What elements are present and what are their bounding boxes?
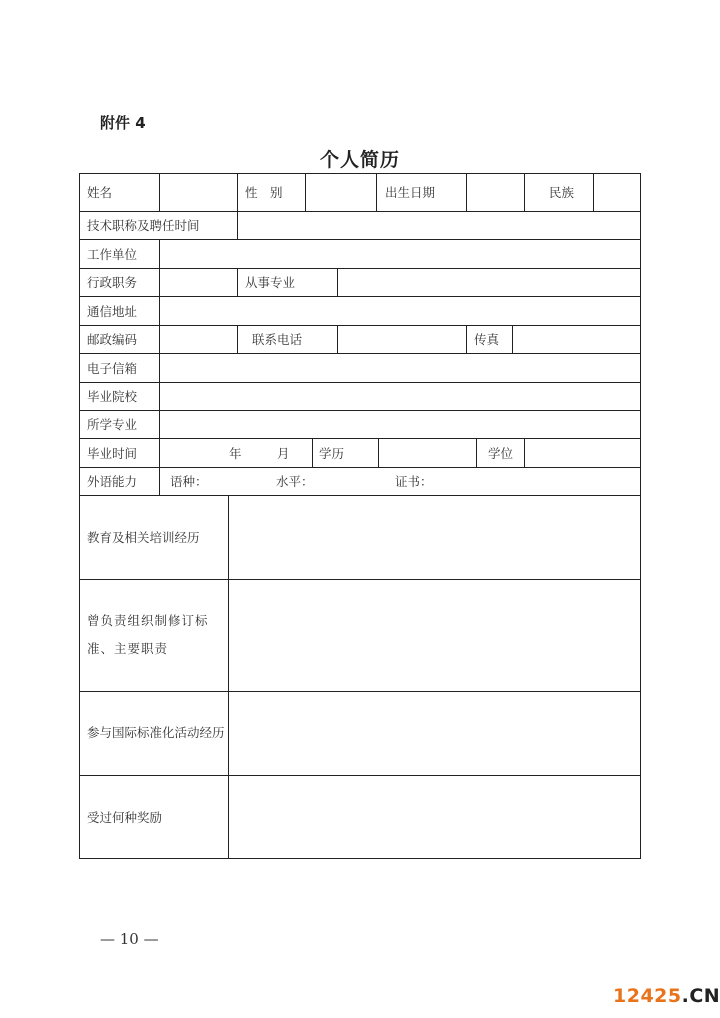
language-cert-label: 证书： xyxy=(395,474,433,489)
page-title: 个人简历 xyxy=(319,149,400,171)
resume-form-table xyxy=(79,173,641,859)
language-type-label: 语种： xyxy=(170,474,208,489)
title-time-field[interactable] xyxy=(238,211,640,239)
specialty-field[interactable] xyxy=(338,268,640,296)
address-label: 通信地址 xyxy=(87,303,138,319)
page-number: — 10 — xyxy=(100,930,159,948)
attachment-label: 附件 4 xyxy=(100,114,146,132)
col-divider xyxy=(237,268,238,296)
col-divider xyxy=(159,467,160,495)
standards-field[interactable] xyxy=(229,579,640,691)
email-label: 电子信箱 xyxy=(87,360,138,376)
postcode-label: 邮政编码 xyxy=(87,332,138,347)
grad-time-label: 毕业时间 xyxy=(87,445,138,461)
degree-field[interactable] xyxy=(525,438,640,467)
row-divider xyxy=(79,467,641,468)
ethnicity-label: 民族 xyxy=(549,185,575,200)
birth-date-label: 出生日期 xyxy=(385,185,436,200)
gender-label: 性 别 xyxy=(245,185,283,200)
table-border xyxy=(79,858,641,859)
education-field[interactable] xyxy=(379,438,476,467)
gender-field[interactable] xyxy=(306,173,376,211)
name-label: 姓名 xyxy=(87,185,113,200)
specialty-label: 从事专业 xyxy=(245,275,296,290)
col-divider xyxy=(376,173,377,211)
ethnicity-field[interactable] xyxy=(594,173,640,211)
col-divider xyxy=(237,173,238,211)
table-border xyxy=(79,173,80,859)
school-label: 毕业院校 xyxy=(87,389,138,404)
col-divider xyxy=(476,438,477,467)
education-training-field[interactable] xyxy=(229,495,640,579)
month-label: 月 xyxy=(277,445,290,461)
name-field[interactable] xyxy=(160,173,237,211)
phone-label: 联系电话 xyxy=(252,332,303,347)
language-level-label: 水平： xyxy=(276,474,314,489)
table-border xyxy=(640,173,641,859)
school-field[interactable] xyxy=(160,382,640,410)
major-label: 所学专业 xyxy=(87,417,138,432)
education-training-label: 教育及相关培训经历 xyxy=(87,530,200,545)
admin-post-field[interactable] xyxy=(160,268,237,296)
international-label: 参与国际标准化活动经历 xyxy=(87,725,225,740)
col-divider xyxy=(524,173,525,211)
watermark-suffix: .CN xyxy=(681,985,720,1007)
language-label: 外语能力 xyxy=(87,474,138,489)
col-divider xyxy=(466,325,467,353)
email-field[interactable] xyxy=(160,353,640,382)
fax-field[interactable] xyxy=(513,325,640,353)
address-field[interactable] xyxy=(160,296,640,325)
education-label: 学历 xyxy=(319,445,345,461)
admin-post-label: 行政职务 xyxy=(87,275,138,290)
col-divider xyxy=(312,438,313,467)
degree-label: 学位 xyxy=(488,445,514,461)
international-field[interactable] xyxy=(229,691,640,775)
standards-label: 曾负责组织制修订标准、主要职责 xyxy=(87,613,209,656)
fax-label: 传真 xyxy=(474,332,500,347)
birth-date-field[interactable] xyxy=(467,173,524,211)
awards-field[interactable] xyxy=(229,775,640,858)
employer-label: 工作单位 xyxy=(87,246,138,262)
site-watermark xyxy=(613,985,720,1007)
major-field[interactable] xyxy=(160,410,640,438)
col-divider xyxy=(237,325,238,353)
postcode-field[interactable] xyxy=(160,325,237,353)
employer-field[interactable] xyxy=(160,239,640,268)
watermark-digits: 12425 xyxy=(613,985,682,1007)
phone-field[interactable] xyxy=(338,325,466,353)
year-label: 年 xyxy=(229,445,242,461)
awards-label: 受过何种奖励 xyxy=(87,809,163,825)
title-time-label: 技术职称及聘任时间 xyxy=(87,218,200,233)
